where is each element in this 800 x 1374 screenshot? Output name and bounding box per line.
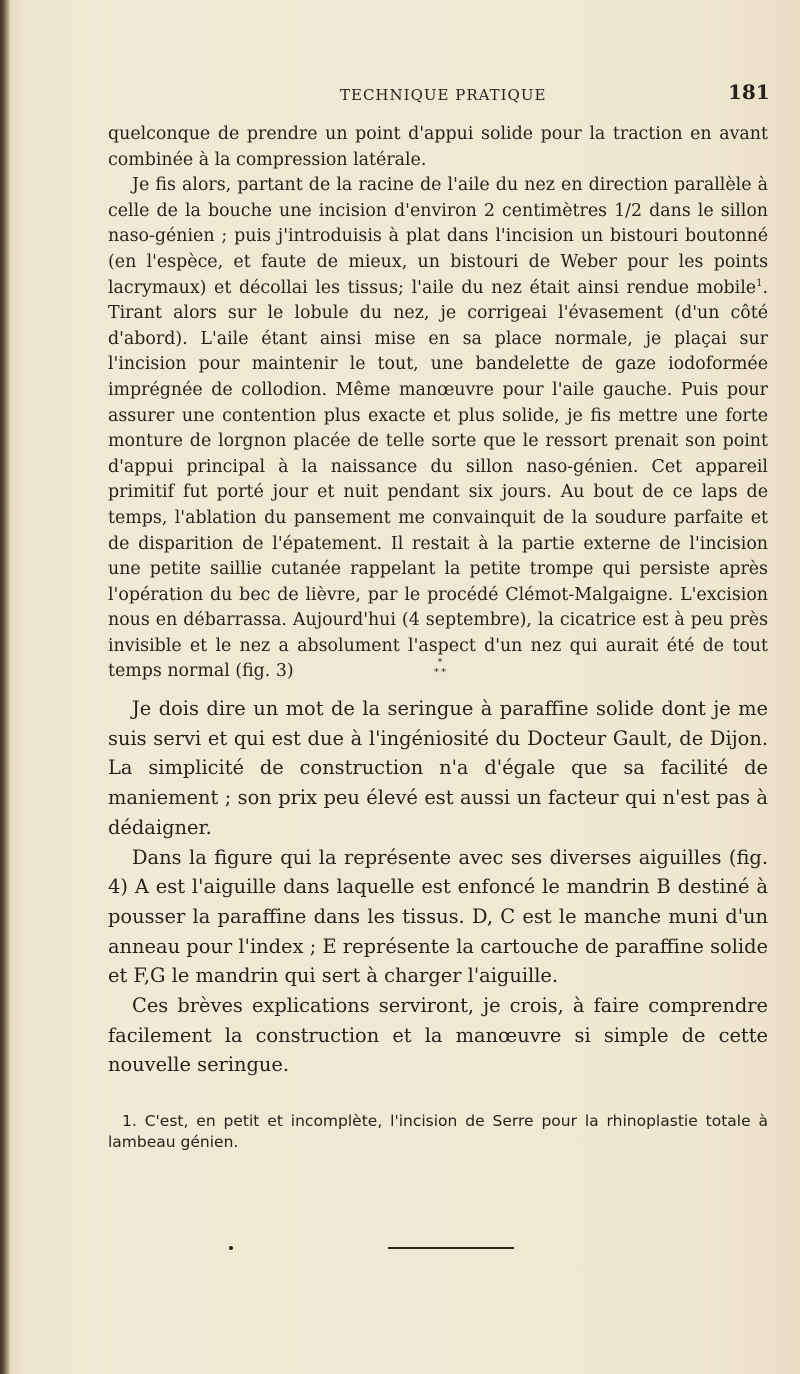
page-number: 181 xyxy=(728,80,770,104)
book-spine-edge xyxy=(0,0,10,1374)
footnote-marker: 1. xyxy=(122,1112,137,1130)
section-separator xyxy=(420,658,460,678)
paragraph-syringe-intro: Je dois dire un mot de la seringue à paraffine solide dont je me suis servi et qui est due à l'ingéniosité du Docteur Gault, de Dijon. La simplicité de construction n'a d'égale que sa facilité de maniement ; son prix peu élevé est aussi un facteur qui n'est pas à dédaigner. xyxy=(108,697,768,839)
footnote-text: C'est, en petit et incomplète, l'incision de Serre pour la rhinoplastie totale à lambeau génien. xyxy=(108,1112,768,1151)
footnote-reference: 1 xyxy=(756,277,763,289)
ink-speck xyxy=(229,1246,233,1250)
paragraph-syringe-figure: Dans la figure qui la représente avec ses diverses aiguilles (fig. 4) A est l'aiguille dans laquelle est enfoncé le mandrin B destiné à pousser la paraffine dans les tissus. D, C est le manche muni d'un anneau pour l'index ; E représente la cartouche de paraffine solide et F,G le mandrin qui sert à charger l'aiguille. xyxy=(108,845,768,988)
paragraph-incision-text-cont: . Tirant alors sur le lobule du nez, je corrigeai l'évasement (d'un côté d'abord). L'aile étant ainsi mise en sa place normale, je plaçai sur l'incision pour maintenir le tout, une bandelette de gaze iodoformée imprégnée de collodion. Même manœuvre pour l'aile gauche. Puis pour assurer une contention plus exacte et plus solide, je fis mettre une forte monture de lorgnon placée de telle sorte que le ressort prenait son point d'appui principal à la naissance du sillon naso-génien. Cet appareil primitif fut porté jour et nuit pendant six jours. Au bout de ce laps de temps, l'ablation du pansement me convainquit de la soudure parfaite et de disparition de l'épatement. Il restait à la partie externe de l'incision une petite saillie cutanée rappelant la petite trompe qui persiste après l'opération du bec de lièvre, par le procédé Clémot-Malgaigne. L'excision nous en débarrassa. Aujourd'hui (4 septembre), la cicatrice est à peu près invisible et le nez a absolument l'aspect d'un nez qui aurait été de tout temps normal (fig. 3) xyxy=(108,277,768,682)
closing-rule xyxy=(388,1247,514,1249)
paragraph-incision-text: Je fis alors, partant de la racine de l'aile du nez en direction parallèle à celle de la bouche une incision d'environ 2 centimètres 1/2 dans le sillon naso-génien ; puis j'introduisis à plat dans l'incision un bistouri boutonné (en l'espèce, et faute de mieux, un bistouri de Weber pour les points lacrymaux) et décollai les tissus; l'aile du nez était ainsi rendue mobile xyxy=(108,175,768,298)
separator-stars-bottom: * * xyxy=(434,668,446,678)
paragraph-continuation: quelconque de prendre un point d'appui solide pour la traction en avant combinée à la compression latérale. xyxy=(108,124,768,170)
separator-star-top: * xyxy=(437,658,443,668)
paragraph-incision xyxy=(108,173,768,685)
running-head: TECHNIQUE PRATIQUE xyxy=(340,86,547,104)
text-block-syringe xyxy=(108,694,768,1080)
page-header xyxy=(0,80,800,110)
text-block-surgery xyxy=(108,122,768,685)
paragraph-syringe-conclusion: Ces brèves explications serviront, je crois, à faire comprendre facilement la construction et la manœuvre si simple de cette nouvelle seringue. xyxy=(108,994,768,1077)
footnote xyxy=(108,1111,768,1153)
